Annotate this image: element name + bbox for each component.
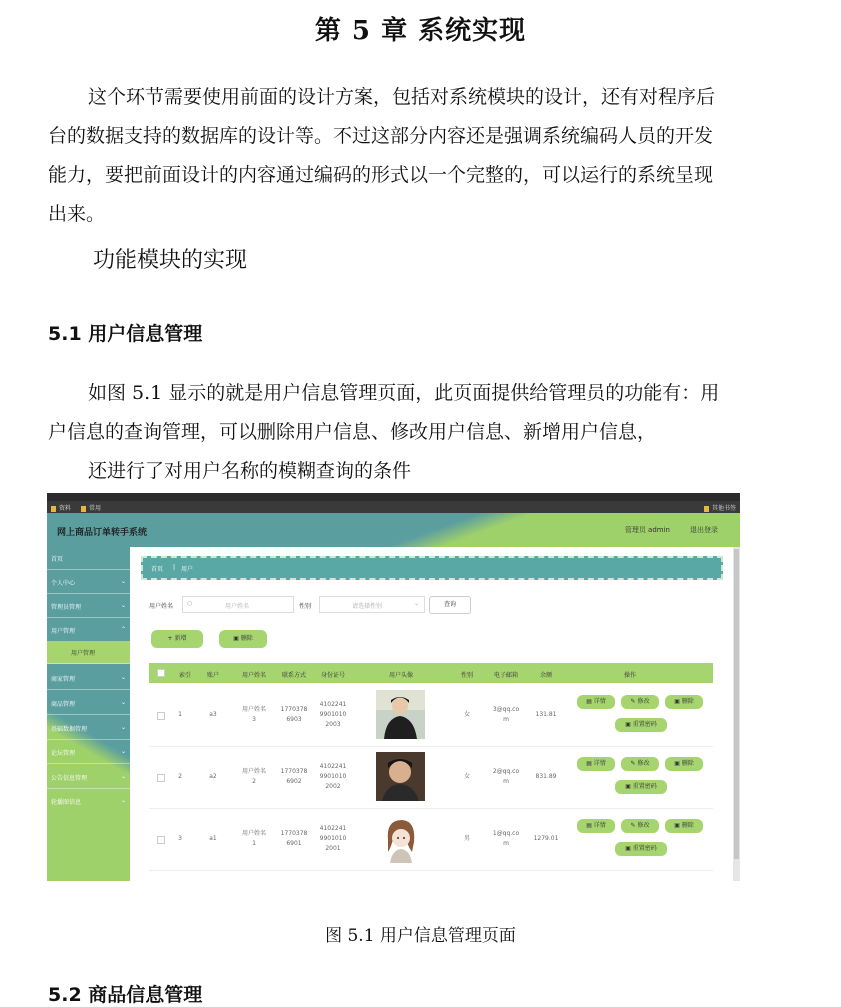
row-checkbox[interactable] (157, 836, 165, 844)
bookmark-item-other[interactable]: 其他书签 (704, 503, 736, 512)
figure-screenshot (47, 493, 740, 881)
search-icon: ○ (187, 600, 193, 607)
folder-icon (81, 506, 86, 512)
column-header: 电子邮箱 (493, 672, 518, 679)
reset-password-button[interactable]: ▣ 重置密码 (615, 718, 667, 732)
detail-button[interactable]: ▤ 详情 (577, 757, 615, 771)
sidebar-item-carousel[interactable]: 轮播图信息 ⌄ (51, 797, 126, 806)
chevron-down-icon: ⌄ (120, 578, 126, 585)
breadcrumb-current: 用户 (181, 566, 194, 573)
browser-toolbar (47, 493, 740, 501)
cell-id-number: 4102241 9901010 2001 (319, 825, 347, 852)
cell-gender: 男 (463, 835, 470, 842)
column-header: 用户头像 (388, 672, 413, 679)
breadcrumb-separator: | (173, 564, 176, 571)
chevron-down-icon: ⌄ (120, 797, 126, 804)
chevron-down-icon: ⌄ (120, 748, 126, 755)
filter-name-label: 用户姓名 (149, 603, 174, 610)
cell-phone: 1770378 6901 (280, 830, 308, 847)
cell-phone: 1770378 6903 (280, 706, 308, 723)
cell-index: 3 (178, 835, 182, 842)
breadcrumb (141, 556, 723, 580)
intro-line: 出来。 (48, 203, 106, 225)
bookmark-bar (47, 501, 740, 513)
main-content (137, 547, 733, 881)
column-header: 联系方式 (281, 672, 306, 679)
cell-balance: 831.89 (535, 773, 557, 780)
cell-index: 1 (178, 711, 182, 718)
column-header: 身份证号 (320, 672, 345, 679)
sidebar-item-profile[interactable]: 个人中心 ⌄ (47, 571, 130, 594)
chevron-down-icon: ⌄ (120, 602, 126, 609)
cell-name: 用户姓名 1 (241, 830, 266, 847)
cell-balance: 131.81 (535, 711, 557, 718)
detail-button[interactable]: ▤ 详情 (577, 819, 615, 833)
cell-id-number: 4102241 9901010 2003 (319, 701, 347, 728)
column-header: 索引 (178, 672, 191, 679)
select-all-checkbox[interactable] (157, 669, 165, 677)
column-header: 余额 (539, 672, 552, 679)
query-button[interactable]: 查询 (429, 596, 471, 614)
cell-account: a1 (209, 835, 217, 842)
logout-link[interactable]: 退出登录 (690, 526, 718, 534)
filter-gender-label: 性别 (299, 603, 312, 610)
delete-button[interactable]: ▣ 删除 (665, 819, 703, 833)
sidebar (47, 547, 130, 881)
chevron-down-icon: ⌄ (120, 674, 126, 681)
cell-phone: 1770378 6902 (280, 768, 308, 785)
cell-gender: 女 (463, 711, 470, 718)
add-button[interactable]: + 新增 (151, 630, 203, 648)
section-line: 户信息的查询管理，可以删除用户信息、修改用户信息、新增用户信息， (48, 421, 657, 443)
reset-password-button[interactable]: ▣ 重置密码 (615, 842, 667, 856)
trash-icon: ▣ (233, 635, 241, 642)
user-avatar (376, 690, 425, 739)
table-header (149, 663, 713, 683)
intro-line: 能力，要把前面设计的内容通过编码的形式以一个完整的，可以运行的系统呈现 (48, 164, 714, 186)
sidebar-item-home[interactable]: 首页 (47, 547, 130, 570)
breadcrumb-home[interactable]: 首页 (151, 566, 164, 573)
user-avatar (376, 752, 425, 801)
cell-balance: 1279.01 (533, 835, 559, 842)
reset-password-button[interactable]: ▣ 重置密码 (615, 780, 667, 794)
batch-delete-button[interactable]: ▣ 删除 (219, 630, 267, 648)
app-title: 网上商品订单转手系统 (57, 528, 148, 538)
admin-label: 管理员 admin (624, 526, 670, 534)
gender-select[interactable]: 请选择性别 ⌄ (319, 596, 425, 613)
bookmark-item[interactable]: 资料 (51, 503, 71, 512)
intro-paragraph (48, 78, 748, 234)
cell-account: a2 (209, 773, 217, 780)
cell-id-number: 4102241 9901010 2002 (319, 763, 347, 790)
edit-button[interactable]: ✎ 修改 (621, 819, 659, 833)
sidebar-subitem-users[interactable]: 用户管理 (47, 641, 130, 664)
scrollbar-thumb[interactable] (734, 549, 739, 859)
cell-email: 2@qq.co m (492, 768, 520, 785)
sidebar-item-basic-data[interactable]: 基础数据管理 ⌄ (47, 717, 130, 740)
section-line: 如图 5.1 显示的就是用户信息管理页面，此页面提供给管理员的功能有：用 (88, 382, 720, 404)
figure-caption: 图 5.1 用户信息管理页面 (325, 926, 516, 946)
chevron-down-icon: ⌄ (120, 699, 126, 706)
folder-icon (704, 506, 709, 512)
cell-index: 2 (178, 773, 182, 780)
sidebar-item-goods[interactable]: 商品管理 ⌄ (47, 692, 130, 715)
table-row (149, 685, 713, 747)
chevron-down-icon: ⌄ (120, 724, 126, 731)
section-line: 还进行了对用户名称的模糊查询的条件 (88, 460, 412, 482)
cell-name: 用户姓名 3 (241, 706, 266, 723)
cell-email: 1@qq.co m (492, 830, 520, 847)
detail-button[interactable]: ▤ 详情 (577, 695, 615, 709)
column-header: 账户 (206, 672, 219, 679)
edit-button[interactable]: ✎ 修改 (621, 695, 659, 709)
cell-name: 用户姓名 2 (241, 768, 266, 785)
sidebar-item-notices[interactable]: 公告信息管理 ⌄ (47, 766, 130, 789)
delete-button[interactable]: ▣ 删除 (665, 695, 703, 709)
app-header (47, 513, 740, 547)
cell-account: a3 (209, 711, 217, 718)
name-search-input[interactable]: ○ 用户姓名 (182, 596, 294, 613)
row-checkbox[interactable] (157, 712, 165, 720)
column-header: 性别 (460, 672, 473, 679)
section-paragraph (48, 374, 748, 491)
table-row (149, 809, 713, 871)
folder-icon (51, 506, 56, 512)
sidebar-item-admins[interactable]: 管理员管理 ⌄ (47, 595, 130, 618)
chevron-down-icon: ⌄ (120, 773, 126, 780)
chapter-title: 第 5 章 系统实现 (314, 16, 527, 46)
column-header: 用户姓名 (241, 672, 266, 679)
sidebar-item-users[interactable]: 用户管理 ⌃ (47, 619, 130, 642)
row-checkbox[interactable] (157, 774, 165, 782)
chevron-down-icon: ⌄ (413, 600, 419, 607)
sub-heading: 功能模块的实现 (93, 248, 248, 273)
section-heading-5-1: 5.1 用户信息管理 (48, 323, 203, 345)
section-heading-5-2: 5.2 商品信息管理 (48, 984, 203, 1006)
table-row (149, 747, 713, 809)
cell-gender: 女 (463, 773, 470, 780)
intro-line: 这个环节需要使用前面的设计方案，包括对系统模块的设计，还有对程序后 (88, 86, 716, 108)
column-header: 操作 (623, 672, 636, 679)
chevron-up-icon: ⌃ (120, 626, 126, 633)
user-avatar (376, 814, 425, 863)
edit-button[interactable]: ✎ 修改 (621, 757, 659, 771)
cell-email: 3@qq.co m (492, 706, 520, 723)
sidebar-item-forum[interactable]: 论坛管理 ⌄ (47, 741, 130, 764)
bookmark-item[interactable]: 常用 (81, 503, 101, 512)
delete-button[interactable]: ▣ 删除 (665, 757, 703, 771)
intro-line: 台的数据支持的数据库的设计等。不过这部分内容还是强调系统编码人员的开发 (48, 125, 714, 147)
sidebar-item-merchants[interactable]: 商家管理 ⌄ (47, 667, 130, 690)
